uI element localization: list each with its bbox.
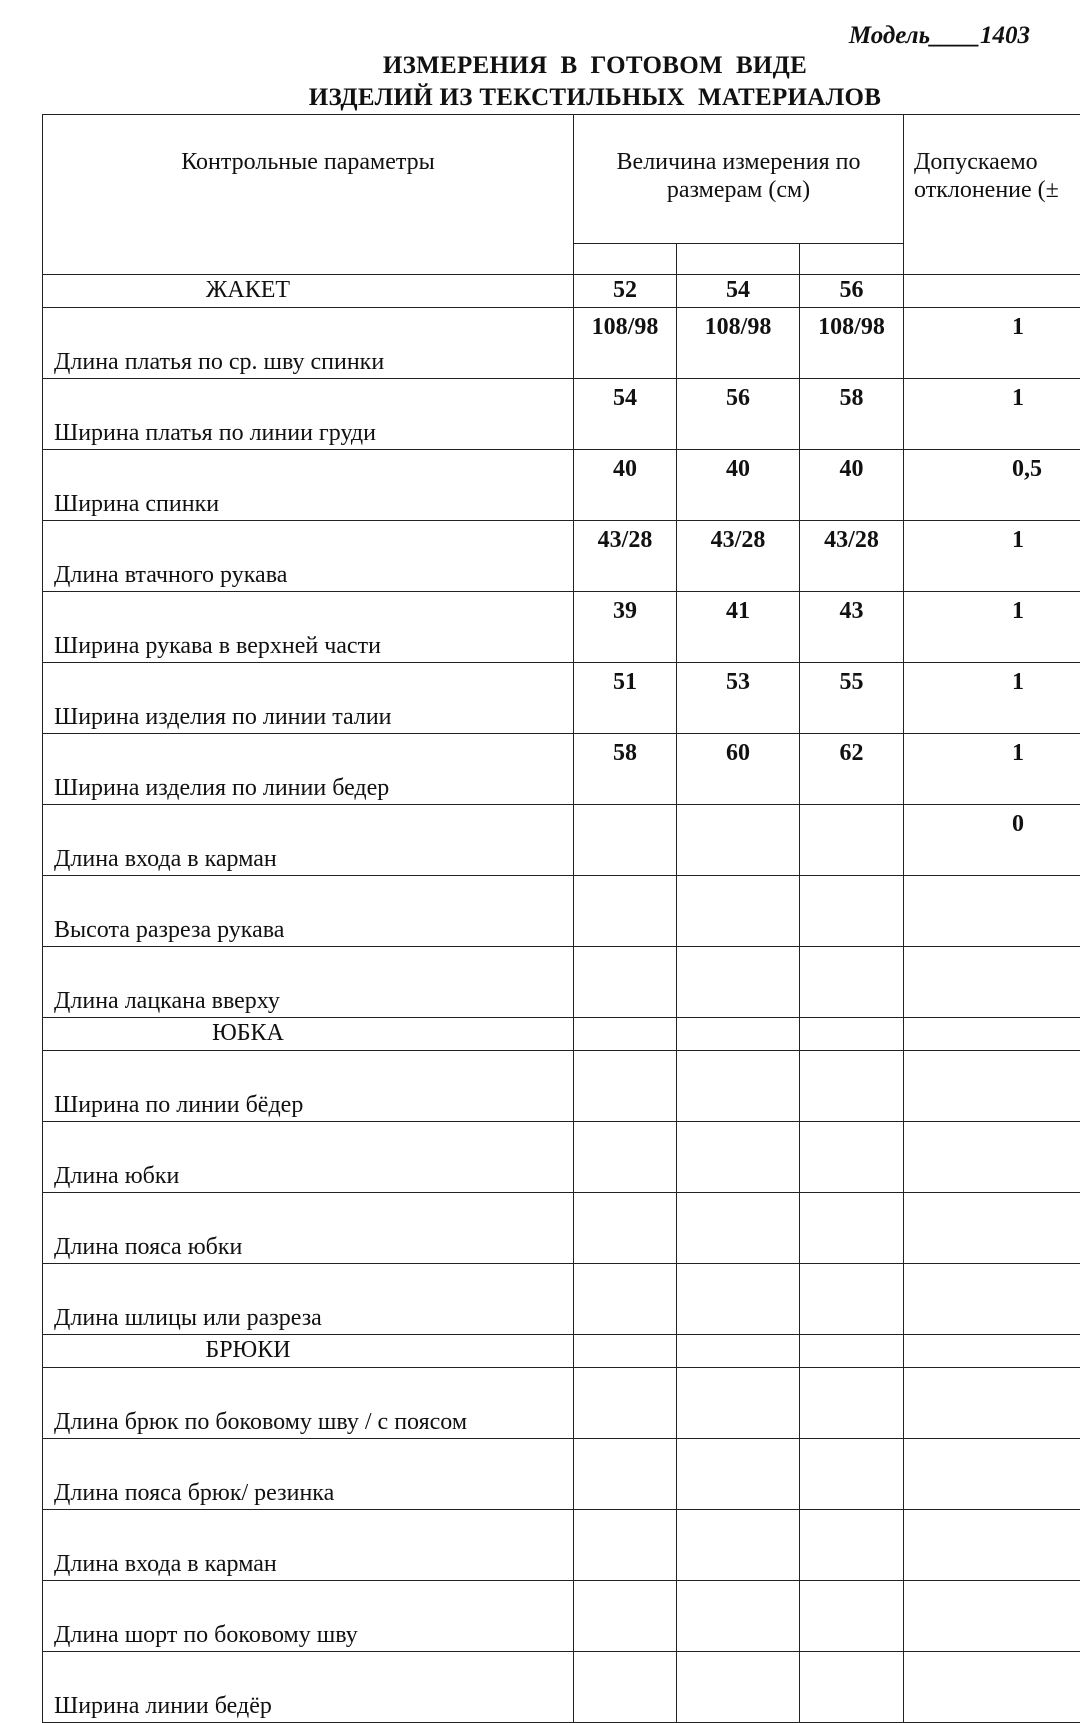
measurement-value: 40 bbox=[800, 450, 904, 521]
measurement-value: 108/98 bbox=[800, 308, 904, 379]
measurement-value: 41 bbox=[677, 592, 800, 663]
measurements-table bbox=[42, 114, 1080, 1723]
measurement-value bbox=[800, 1368, 904, 1439]
tolerance-value: 1 bbox=[904, 521, 1080, 592]
section-title: БРЮКИ bbox=[43, 1335, 574, 1368]
measurement-value: 108/98 bbox=[677, 308, 800, 379]
section-tolerance-cell bbox=[904, 1335, 1080, 1368]
parameter-label: Длина брюк по боковому шву / с поясом bbox=[43, 1368, 574, 1439]
section-title: ЖАКЕТ bbox=[43, 275, 574, 308]
measurement-value: 43/28 bbox=[677, 521, 800, 592]
parameter-label: Ширина изделия по линии бедер bbox=[43, 734, 574, 805]
tolerance-value: 1 bbox=[904, 663, 1080, 734]
measurement-value: 108/98 bbox=[574, 308, 677, 379]
header-size-cell bbox=[677, 244, 800, 275]
measurement-value: 58 bbox=[800, 379, 904, 450]
parameter-label: Высота разреза рукава bbox=[43, 876, 574, 947]
tolerance-value bbox=[904, 947, 1080, 1018]
measurement-value bbox=[677, 1652, 800, 1723]
measurement-value bbox=[574, 1193, 677, 1264]
tolerance-value: 0 bbox=[904, 805, 1080, 876]
measurement-value: 55 bbox=[800, 663, 904, 734]
measurement-value: 58 bbox=[574, 734, 677, 805]
section-title: ЮБКА bbox=[43, 1018, 574, 1051]
header-tolerance bbox=[904, 115, 1080, 275]
document-title-line-1: ИЗМЕРЕНИЯ В ГОТОВОМ ВИДЕ bbox=[0, 52, 1080, 80]
measurement-value: 39 bbox=[574, 592, 677, 663]
measurement-value bbox=[574, 1368, 677, 1439]
size-label: 52 bbox=[574, 275, 677, 308]
measurement-value bbox=[677, 1193, 800, 1264]
table-row bbox=[43, 1510, 1080, 1581]
tolerance-value bbox=[904, 1439, 1080, 1510]
measurement-value bbox=[574, 1264, 677, 1335]
parameter-label: Длина шорт по боковому шву bbox=[43, 1581, 574, 1652]
parameter-label: Ширина платья по линии груди bbox=[43, 379, 574, 450]
measurement-value bbox=[677, 947, 800, 1018]
table-row bbox=[43, 521, 1080, 592]
parameter-label: Длина юбки bbox=[43, 1122, 574, 1193]
size-label bbox=[677, 1335, 800, 1368]
header-size-cell bbox=[800, 244, 904, 275]
table-row bbox=[43, 1368, 1080, 1439]
parameter-label: Длина втачного рукава bbox=[43, 521, 574, 592]
size-label bbox=[574, 1018, 677, 1051]
tolerance-value bbox=[904, 876, 1080, 947]
parameter-label: Длина платья по ср. шву спинки bbox=[43, 308, 574, 379]
parameter-label: Ширина рукава в верхней части bbox=[43, 592, 574, 663]
tolerance-value bbox=[904, 1368, 1080, 1439]
measurement-value bbox=[677, 1264, 800, 1335]
size-label: 54 bbox=[677, 275, 800, 308]
table-row bbox=[43, 450, 1080, 521]
measurement-value bbox=[574, 805, 677, 876]
parameter-label: Ширина изделия по линии талии bbox=[43, 663, 574, 734]
section-row bbox=[43, 275, 1080, 308]
parameter-label: Длина входа в карман bbox=[43, 1510, 574, 1581]
measurement-value: 43/28 bbox=[800, 521, 904, 592]
tolerance-value: 1 bbox=[904, 379, 1080, 450]
measurement-value: 40 bbox=[677, 450, 800, 521]
parameter-label: Длина пояса брюк/ резинка bbox=[43, 1439, 574, 1510]
measurement-value bbox=[800, 1264, 904, 1335]
table-row bbox=[43, 663, 1080, 734]
document-title-line-2: ИЗДЕЛИЙ ИЗ ТЕКСТИЛЬНЫХ МАТЕРИАЛОВ bbox=[0, 84, 1080, 112]
tolerance-value bbox=[904, 1652, 1080, 1723]
table-row bbox=[43, 876, 1080, 947]
header-measurement-values: Величина измерения по размерам (см) bbox=[574, 115, 904, 244]
measurement-value bbox=[800, 805, 904, 876]
table-row bbox=[43, 1581, 1080, 1652]
table-row bbox=[43, 1122, 1080, 1193]
measurement-value: 40 bbox=[574, 450, 677, 521]
measurement-value: 51 bbox=[574, 663, 677, 734]
measurement-value bbox=[800, 876, 904, 947]
measurement-value bbox=[574, 1439, 677, 1510]
parameter-label: Ширина линии бедёр bbox=[43, 1652, 574, 1723]
table-row bbox=[43, 308, 1080, 379]
measurement-value bbox=[677, 805, 800, 876]
table-row bbox=[43, 947, 1080, 1018]
measurement-value bbox=[677, 1510, 800, 1581]
parameter-label: Длина входа в карман bbox=[43, 805, 574, 876]
table-row bbox=[43, 1193, 1080, 1264]
measurement-value bbox=[677, 1051, 800, 1122]
tolerance-value: 1 bbox=[904, 308, 1080, 379]
section-tolerance-cell bbox=[904, 1018, 1080, 1051]
measurement-value bbox=[574, 1581, 677, 1652]
size-label bbox=[800, 1335, 904, 1368]
measurement-value bbox=[677, 1581, 800, 1652]
size-label: 56 bbox=[800, 275, 904, 308]
measurement-value: 43 bbox=[800, 592, 904, 663]
table-row bbox=[43, 1652, 1080, 1723]
tolerance-value: 1 bbox=[904, 734, 1080, 805]
measurement-value: 60 bbox=[677, 734, 800, 805]
table-row bbox=[43, 379, 1080, 450]
parameter-label: Ширина спинки bbox=[43, 450, 574, 521]
measurement-value: 43/28 bbox=[574, 521, 677, 592]
measurement-value bbox=[574, 1652, 677, 1723]
measurement-value: 56 bbox=[677, 379, 800, 450]
measurement-value: 62 bbox=[800, 734, 904, 805]
parameter-label: Длина лацкана вверху bbox=[43, 947, 574, 1018]
measurement-value bbox=[800, 1193, 904, 1264]
table-header-row bbox=[43, 115, 1080, 244]
table-row bbox=[43, 592, 1080, 663]
parameter-label: Длина шлицы или разреза bbox=[43, 1264, 574, 1335]
tolerance-value: 1 bbox=[904, 592, 1080, 663]
measurement-value bbox=[800, 1510, 904, 1581]
tolerance-value bbox=[904, 1264, 1080, 1335]
measurement-value bbox=[677, 1122, 800, 1193]
parameter-label: Длина пояса юбки bbox=[43, 1193, 574, 1264]
measurement-value bbox=[800, 1051, 904, 1122]
table-row bbox=[43, 1051, 1080, 1122]
parameter-label: Ширина по линии бёдер bbox=[43, 1051, 574, 1122]
section-tolerance-cell bbox=[904, 275, 1080, 308]
measurement-value bbox=[574, 947, 677, 1018]
tolerance-value bbox=[904, 1051, 1080, 1122]
header-tolerance-line-1: Допускаемо bbox=[914, 149, 1080, 177]
measurement-value bbox=[677, 876, 800, 947]
measurement-value: 53 bbox=[677, 663, 800, 734]
table-row bbox=[43, 734, 1080, 805]
measurement-value bbox=[800, 1122, 904, 1193]
measurement-value bbox=[574, 876, 677, 947]
measurement-value: 54 bbox=[574, 379, 677, 450]
measurement-value bbox=[800, 1652, 904, 1723]
measurement-value bbox=[574, 1051, 677, 1122]
table-row bbox=[43, 805, 1080, 876]
measurement-value bbox=[800, 1581, 904, 1652]
measurement-value bbox=[677, 1439, 800, 1510]
section-row bbox=[43, 1018, 1080, 1051]
table-row bbox=[43, 1264, 1080, 1335]
model-number: Модель____1403 bbox=[849, 22, 1030, 50]
tolerance-value bbox=[904, 1581, 1080, 1652]
size-label bbox=[574, 1335, 677, 1368]
size-label bbox=[677, 1018, 800, 1051]
size-label bbox=[800, 1018, 904, 1051]
tolerance-value: 0,5 bbox=[904, 450, 1080, 521]
header-tolerance-line-2: отклонение (± bbox=[914, 177, 1080, 205]
measurement-value bbox=[800, 947, 904, 1018]
tolerance-value bbox=[904, 1510, 1080, 1581]
section-row bbox=[43, 1335, 1080, 1368]
table-row bbox=[43, 1439, 1080, 1510]
tolerance-value bbox=[904, 1122, 1080, 1193]
tolerance-value bbox=[904, 1193, 1080, 1264]
measurement-value bbox=[574, 1122, 677, 1193]
header-control-params: Контрольные параметры bbox=[43, 115, 574, 275]
measurement-value bbox=[800, 1439, 904, 1510]
measurement-value bbox=[574, 1510, 677, 1581]
measurement-value bbox=[677, 1368, 800, 1439]
header-size-cell bbox=[574, 244, 677, 275]
